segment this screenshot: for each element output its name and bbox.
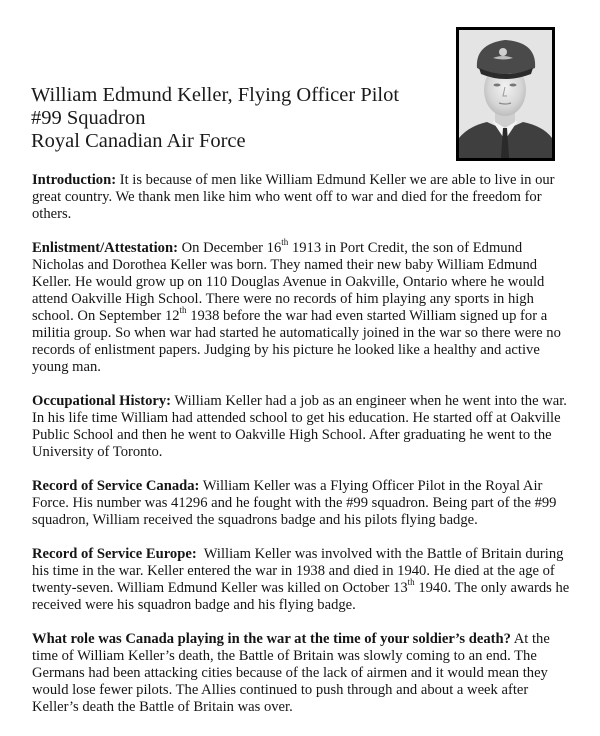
section-occupational-history (32, 393, 572, 461)
ordinal-suffix: th (179, 305, 187, 316)
title-name-rank: William Edmund Keller, Flying Officer Pilot (31, 84, 400, 106)
section-text: 1913 in Port Credit, the son of Edmund Nicholas and Dorothea Keller was born. They named their new baby William Edmund Keller. He would grow up on 110 Douglas Avenue in Oakville, Ontario where he would attend Oakville High School. There were no records of him playing any sports in high school. On September 12 (32, 240, 545, 324)
ordinal-suffix: th (407, 577, 415, 588)
title-force: Royal Canadian Air Force (31, 130, 246, 152)
section-text: William Keller was involved with the Battle of Britain during his time in the war. Keller entered the war in 1938 and died in 1940. He died at the age of twenty-seven. William Edmund Keller was killed on October 13 (32, 546, 568, 596)
portrait-image-icon (459, 30, 552, 158)
title-squadron: #99 Squadron (31, 107, 146, 129)
section-text: William Keller was a Flying Officer Pilot in the Royal Air Force. His number was 41296 and he fought with the #99 squadron. Being part of the #99 squadron, William received the squadrons badge and his pilots flying badge. (32, 478, 557, 528)
section-text: William Keller had a job as an engineer when he went into the war. In his life time William had attended school to get his education. He started off at Oakville Public School and then he went to Oakville High School. After graduating he went to the University of Toronto. (32, 393, 567, 460)
section-text: On December 16 (177, 240, 282, 256)
section-label: Introduction: (32, 172, 117, 188)
section-label: Record of Service Europe: (32, 546, 197, 562)
section-text: 1940. The only awards he received were his squadron badge and his flying badge. (32, 580, 570, 613)
section-canada-role (32, 631, 572, 716)
ordinal-suffix: th (281, 237, 289, 248)
section-label: Enlistment/Attestation: (32, 240, 178, 256)
document-body (32, 172, 572, 733)
soldier-portrait (456, 27, 555, 161)
section-text: It is because of men like William Edmund Keller we are able to live in our great country. We thank men like him who went off to war and died for the freedom for others. (32, 172, 555, 222)
section-text: At the time of William Keller’s death, the Battle of Britain was slowly coming to an end. The Germans had been attacking cities because of the lack of airmen and it would mean they would lose fewer pilots. The Allies continued to push through and about a week after Keller’s death the Battle of Britain was over. (32, 631, 550, 715)
section-label: Record of Service Canada: (32, 478, 200, 494)
section-text: 1938 before the war had even started William signed up for a militia group. So when war had started he automatically joined in the war so there were no records of enlistment papers. Judging by his picture he looked like a healthy and active young man. (32, 308, 561, 375)
document-title (31, 84, 399, 153)
section-label: Occupational History: (32, 393, 172, 409)
section-label: What role was Canada playing in the war at the time of your soldier’s death? (32, 631, 511, 647)
section-service-canada (32, 478, 572, 529)
section-introduction (32, 172, 572, 223)
section-service-europe (32, 546, 572, 614)
section-enlistment (32, 237, 572, 376)
